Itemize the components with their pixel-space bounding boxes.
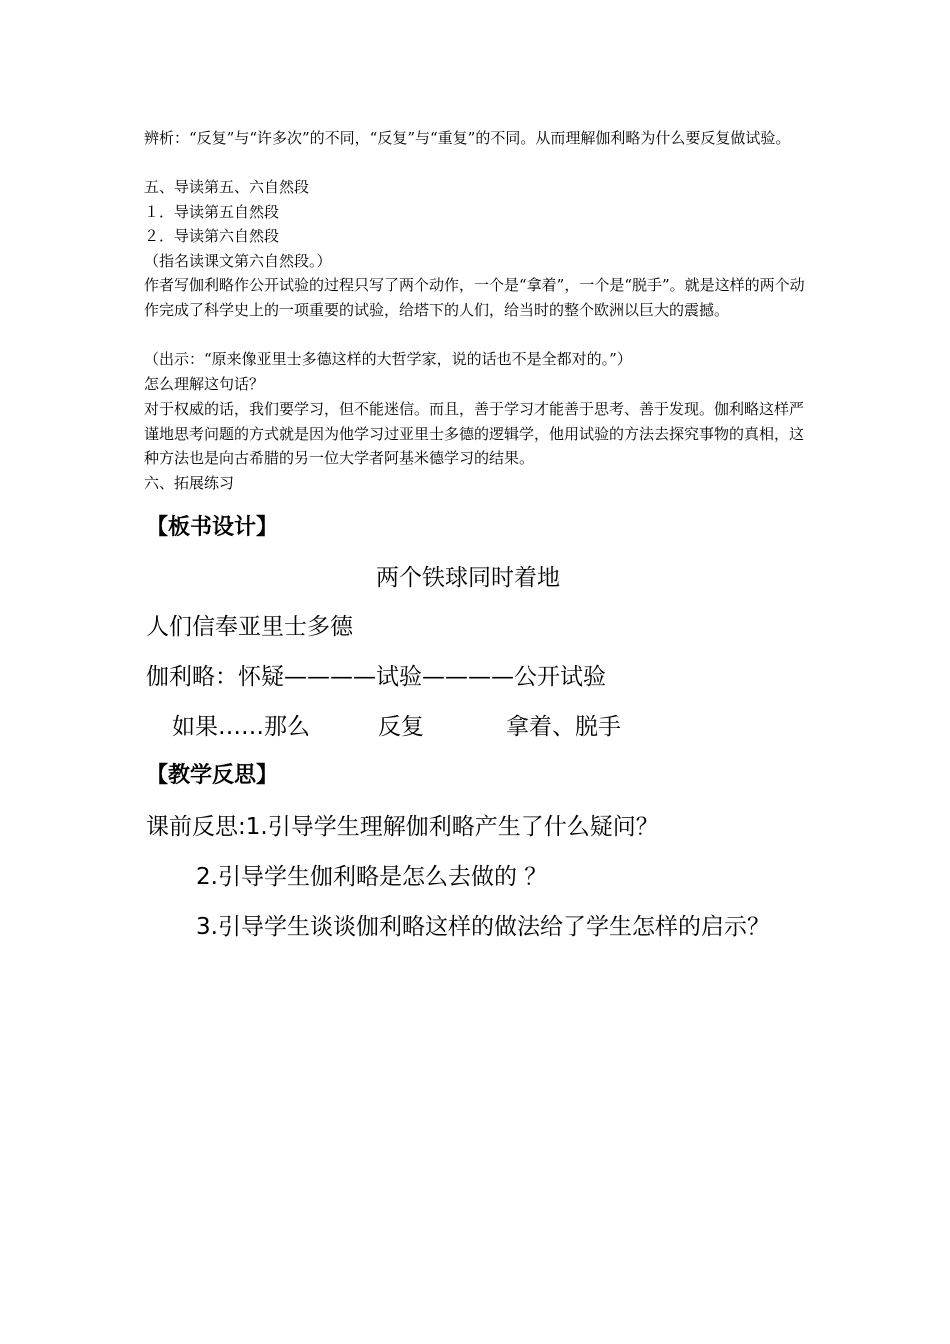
authority-paragraph: 对于权威的话，我们要学习，但不能迷信。而且，善于学习才能善于思考、善于发现。伽利略这样严谨地思考问题的方式就是因为他学习过亚里士多德的逻辑学，他用试验的方法去探究事物的真相，这种方法也是向古希腊的另一位大学者阿基米德学习的结果。 [144, 400, 805, 467]
quote-line: （出示：“原来像亚里士多德这样的大哲学家，说的话也不是全都对的。”） [144, 350, 632, 368]
reflection-item-2: 2.引导学生伽利略是怎么去做的 ？ [196, 864, 548, 890]
board-column-actions: 拿着、脱手 [506, 714, 621, 740]
actions-paragraph: 作者写伽利略作公开试验的过程只写了两个动作，一个是“拿着”，一个是“脱手”。就是这样的两个动作完成了科学史上的一项重要的试验，给塔下的人们，给当时的整个欧洲以巨大的震撼。 [144, 276, 805, 319]
board-line-galileo: 伽利略：怀疑————试验————公开试验 [146, 664, 606, 690]
reading-note: （指名读课文第六自然段。） [144, 252, 332, 270]
section-five-item-1: １．导读第五自然段 [144, 203, 280, 221]
analysis-paragraph: 辨析：“反复”与“许多次”的不同，“反复”与“重复”的不同。从而理解伽利略为什么要反复做试验。 [144, 129, 791, 147]
board-column-repeat: 反复 [378, 714, 424, 740]
reflection-item-3: 3.引导学生谈谈伽利略这样的做法给了学生怎样的启示？ [196, 914, 770, 940]
board-title: 两个铁球同时着地 [376, 565, 560, 591]
question-line: 怎么理解这句话？ [144, 375, 265, 393]
section-six-heading: 六、拓展练习 [144, 474, 235, 492]
board-line-belief: 人们信奉亚里士多德 [146, 614, 353, 640]
board-column-if-then: 如果……那么 [172, 714, 310, 740]
section-five-item-2: ２．导读第六自然段 [144, 227, 280, 245]
teaching-reflection-heading: 【教学反思】 [146, 763, 279, 788]
board-design-heading: 【板书设计】 [146, 515, 279, 540]
section-five-heading: 五、导读第五、六自然段 [144, 178, 310, 196]
reflection-item-1: 课前反思:1.引导学生理解伽利略产生了什么疑问？ [146, 814, 659, 840]
